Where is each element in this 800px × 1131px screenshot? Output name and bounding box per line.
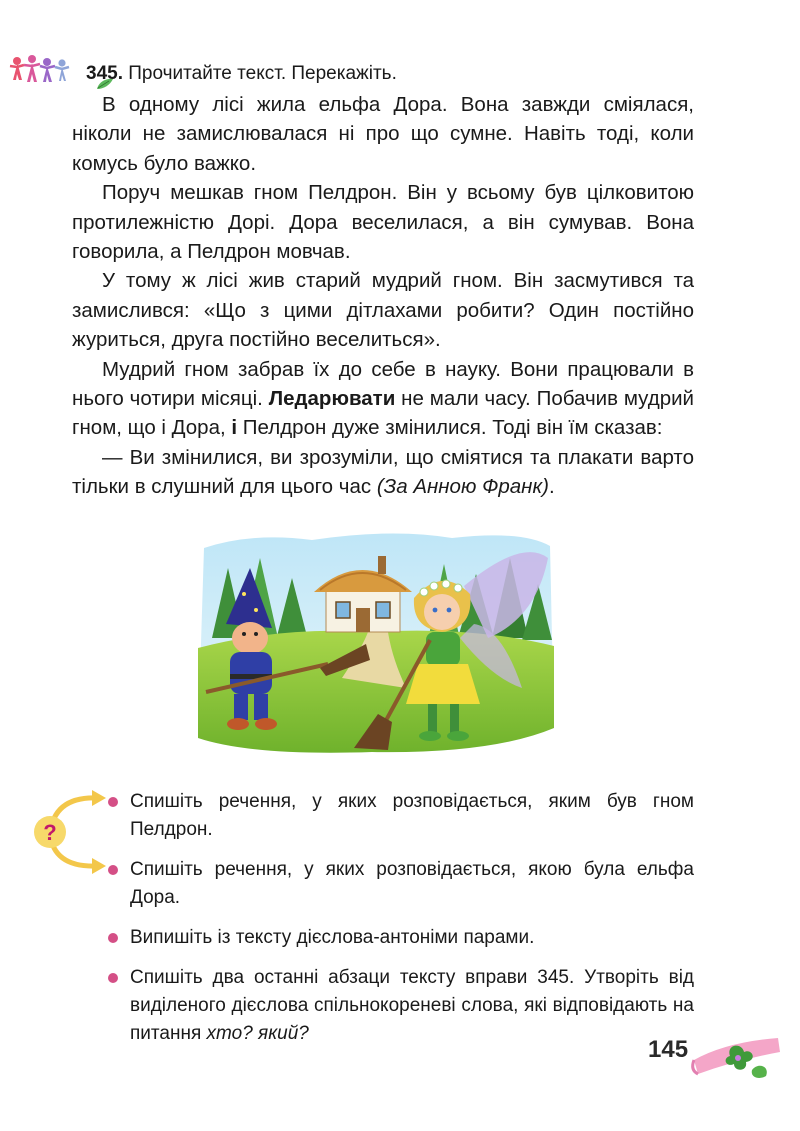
question-item: [108, 964, 694, 1048]
questions-list: [108, 788, 694, 1060]
question-text: Спишіть речення, у яких розповідається, яким був гном Пелдрон.: [130, 791, 694, 840]
question-item: [108, 856, 694, 912]
story-p4-part1: Мудрий гном забрав їх до себе в науку. Вони працювали в нього чотири місяці.: [72, 357, 694, 411]
story-p5-text: — Ви змінилися, ви зрозуміли, що сміятися та плакати варто тільки в слушний для цього час: [72, 445, 694, 499]
children-icon: [8, 52, 78, 94]
story-p4-part3: Пелдрон дуже змінилися. Тоді він їм сказав:: [237, 416, 663, 440]
highlighted-verb: Ледарювати: [268, 387, 396, 411]
bullet-icon: [108, 797, 118, 807]
question-text: Спишіть два останні абзаци тексту вправи 345. Утворіть від виділеного дієслова спільнокореневі слова, які відповідають на питання: [130, 967, 694, 1044]
story-paragraph-1: В одному лісі жила ельфа Дора. Вона завжди сміялася, ніколи не замислювалася ні про що сумне. Навіть тоді, коли комусь було важко.: [72, 93, 694, 175]
question-text: Випишіть із тексту дієслова-антоніми парами.: [130, 927, 535, 948]
story-source: (За Анною Франк): [376, 475, 549, 499]
story-paragraph-4: [72, 355, 694, 443]
task-number: 345.: [86, 63, 123, 84]
bullet-icon: [108, 973, 118, 983]
task-instruction: Прочитайте текст. Перекажіть.: [128, 63, 397, 84]
question-arrows-icon: [28, 780, 118, 880]
story-p5-end: .: [548, 475, 555, 499]
story-paragraph-2: Поруч мешкав гном Пелдрон. Він у всьому був цілковитою протилежністю Дорі. Дора веселилася, а він сумував. Вона говорила, а Пелдрон мовчав.: [72, 181, 694, 264]
gnome-and-elf-illustration: [192, 528, 560, 760]
story-paragraph-3: У тому ж лісі жив старий мудрий гном. Він засмутився та замислився: «Що з цими дітлахами робити? Один постійно журиться, друга постійно веселиться».: [72, 269, 694, 352]
question-item: [108, 788, 694, 844]
page-number: 145: [648, 1036, 689, 1063]
bullet-icon: [108, 933, 118, 943]
story-paragraph-5: [72, 443, 694, 502]
story-text: [72, 90, 694, 502]
bullet-icon: [108, 865, 118, 875]
question-text: Спишіть речення, у яких розповідається, якою була ельфа Дора.: [130, 859, 694, 908]
task-heading: [86, 62, 397, 86]
story-p4-part2: не мали часу. Побачив мудрий гном, що і Дора,: [72, 387, 694, 440]
question-mark: ?: [43, 820, 57, 845]
scroll-decoration-icon: [686, 1030, 786, 1082]
question-item: [108, 924, 694, 952]
bold-conjunction: і: [231, 416, 238, 440]
question-italic: хто? який?: [206, 1023, 309, 1044]
